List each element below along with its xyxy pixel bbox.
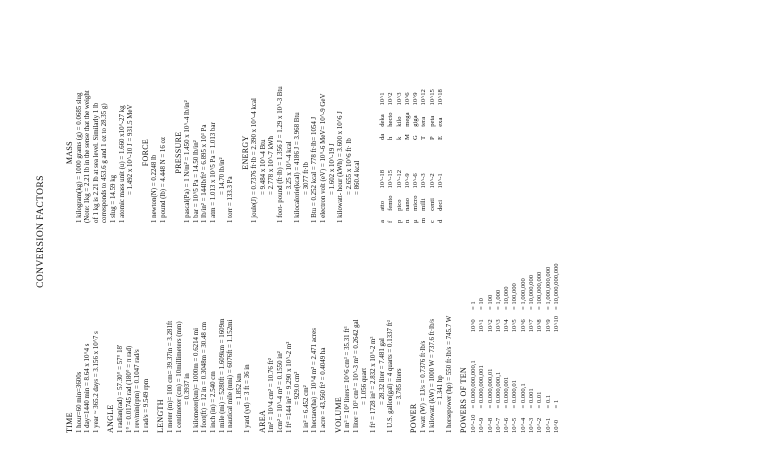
conversion-line: = 2.655 x 10^6 ft· lb — [345, 138, 353, 195]
conversion-line: 1 joule(J) = 0.7376 ft·lb = 2.390 x 10^-4 kcal — [251, 98, 259, 223]
prefix-name: peta — [428, 115, 436, 127]
power-exponent: 10^-7 — [494, 417, 502, 433]
prefix-symbol: M — [403, 134, 411, 140]
prefix-factor: 10^-3 — [420, 173, 428, 189]
prefix-symbol: μ — [412, 219, 420, 223]
table-row — [503, 257, 511, 433]
table-row — [528, 257, 536, 433]
table-row — [553, 257, 561, 433]
prefix-factor: 10^15 — [428, 89, 436, 106]
power-value: = 0.000,1 — [519, 383, 527, 409]
power-value: = 100 — [486, 294, 494, 310]
section-heading-power: POWER — [409, 403, 419, 433]
prefix-factor: 10^-9 — [403, 173, 411, 189]
conversion-line: 1 rev/min(rpm) = 0.1047 rad/s — [134, 349, 142, 433]
conversion-line: 1 kilometer(km)= 1000m = 0.6214 mi — [192, 328, 200, 433]
conversion-line: 1 inch (in) = 2.540 cm — [209, 371, 217, 433]
prefix-name: hecto — [387, 112, 395, 127]
power-value: = 1 — [469, 301, 477, 310]
power-exponent: 10^3 — [494, 319, 502, 333]
conversion-line: = 28.32 liter = 7.481 gal — [378, 338, 386, 405]
section-heading-length: LENGTH — [156, 399, 166, 433]
power-exponent: 10^-9 — [478, 417, 486, 433]
conversion-line: 1 atm = 1.013 x 10^5 Pa = 1.013 bar — [209, 122, 217, 223]
power-exponent: 10^-8 — [486, 417, 494, 433]
prefix-symbol: T — [420, 135, 428, 140]
table-row — [520, 257, 528, 433]
power-exponent: 10^-6 — [503, 417, 511, 433]
prefix-name: deka — [379, 114, 386, 127]
prefix-factor: 10^6 — [403, 92, 411, 106]
prefix-symbol: n — [403, 219, 411, 223]
conversion-line: = 0.3937 in — [184, 373, 192, 405]
conversion-line: = 3.25 x 10^-4 kcal — [285, 141, 293, 195]
power-exponent: 10^5 — [511, 319, 519, 333]
prefix-symbol: f — [387, 220, 395, 223]
conversion-line: 1 in² = 6.452 cm² — [302, 385, 310, 433]
section-heading-volume: VOLUME — [333, 396, 343, 433]
spacer — [363, 82, 379, 223]
conversion-line: = 14.70 lb/in² — [218, 157, 226, 195]
power-value: = 0.1 — [544, 394, 552, 409]
prefix-symbol: P — [428, 136, 436, 140]
prefix-name: femto — [387, 195, 395, 211]
prefix-factor: 10^12 — [420, 89, 428, 106]
prefix-name: micro — [412, 195, 420, 211]
prefix-factor: 10^3 — [395, 92, 403, 106]
section-heading-area: AREA — [257, 410, 267, 433]
power-exponent: 10^-3 — [528, 417, 536, 433]
page-title: CONVERSION FACTORS — [36, 175, 46, 288]
prefix-name: centi — [428, 198, 436, 211]
conversion-line: 1 newton(N) = 0.2248 lb — [151, 154, 159, 223]
power-value: = 0.01 — [536, 391, 544, 409]
prefix-factor: 10^-15 — [387, 169, 395, 189]
conversion-line: = 2.778 x 10^-7 kWh — [268, 136, 276, 195]
power-exponent: 10^0 — [469, 319, 477, 333]
prefix-name: nano — [403, 198, 411, 211]
conversion-line: 1 bar = 10^5 Pa = 14.50 lb/in² — [192, 140, 200, 223]
conversion-line: 1 nautical mile (nmi) = 6076ft = 1.152mi — [227, 319, 235, 433]
conversion-line: 1 meter (m)= 100 cm= 39.37in = 3.281ft — [166, 320, 174, 433]
conversion-line: 1m² = 10^4 cm² = 10.76 ft² — [268, 358, 276, 433]
conversion-line: 1 slug = 14.59 kg — [109, 174, 117, 223]
power-exponent: 10^9 — [544, 319, 552, 333]
conversion-line: 1° = 0.01745 rad (180° = π rad) — [125, 345, 133, 433]
prefix-name: pico — [395, 199, 403, 211]
conversion-line: 1 ft³ = 1728 in³ = 2.832 x 10^-2 m³ — [370, 336, 377, 433]
prefix-name: tera — [420, 116, 428, 127]
table-row — [396, 82, 404, 223]
conversion-line: corresponds to 453.6 g and 1 oz to 28.35 g) — [101, 103, 109, 223]
power-exponent: 10^10 — [552, 315, 560, 333]
conversion-line: (Note: 1kg = 2.21 lb in the sense that the weight — [84, 90, 92, 223]
conversion-line: 1 U.S. gallon(gal) = 4 quarts = 0.1337 ft³ — [387, 320, 395, 433]
power-value: = 10,000,000,000 — [552, 263, 560, 310]
conversion-line: 1 hour=60 min=3600s — [75, 371, 83, 433]
power-value: = 1 — [552, 399, 560, 409]
prefix-symbol: m — [420, 217, 428, 223]
conversion-line: = 3.785 liters — [395, 368, 403, 405]
conversion-line: 1 pascal(Pa) = 1 N/m² = 1.450 x 10^-4 lb/in² — [184, 100, 192, 223]
conversion-line: = 1.852 km — [235, 373, 243, 405]
prefix-name: mega — [403, 112, 411, 127]
power-exponent: 10^-5 — [511, 417, 519, 433]
conversion-line: 1 pound (lb) = 4.448 N = 16 oz — [159, 136, 167, 223]
power-value: = 100,000,000 — [536, 271, 544, 310]
conversion-line: 1 mile (mi) = 5280ft = 1.609km = 1609m — [218, 318, 226, 433]
power-value: = 0.000,001 — [503, 376, 511, 409]
conversion-line: = 1.056 quart — [361, 368, 369, 405]
prefix-factor: 10^18 — [437, 89, 445, 106]
conversion-line: 1 radian(rad) = 57.30° = 57° 18' — [116, 344, 124, 433]
conversion-line: 1 acre = 43,560 ft² = 0.4049 ha — [320, 347, 328, 433]
conversion-line: 1 ft² =144 in² = 9.290 x 10^-2 m² — [285, 341, 293, 433]
power-value: = 0.001 — [528, 388, 536, 409]
power-value: = 1,000,000 — [519, 278, 527, 310]
conversion-line: 1 day=1440 min = 8.64 x 10^4 s — [84, 343, 92, 433]
power-exponent: 10^4 — [503, 319, 511, 333]
section-heading-angle: ANGLE — [106, 404, 116, 433]
power-value: = 100,000 — [511, 283, 519, 310]
power-value: = 0.000,000,1 — [494, 371, 502, 409]
power-exponent: 10^6 — [519, 319, 527, 333]
power-value: = 0.000,000,001 — [478, 365, 486, 409]
conversion-line: 1 rad/s = 9.549 rpm — [142, 378, 150, 433]
power-exponent: 10^-1 — [544, 417, 552, 433]
power-value: = 0.000,000,000,1 — [469, 360, 477, 409]
prefix-symbol: p — [395, 219, 403, 223]
conversion-line: 1 torr = 133.3 Pa — [227, 176, 235, 223]
power-value: = 10,000,000 — [528, 274, 536, 310]
table-row — [487, 257, 495, 433]
power-value: = 1,000,000,000 — [544, 266, 552, 310]
table-row — [387, 82, 395, 223]
prefix-factor: 10^9 — [412, 92, 420, 106]
table-row — [429, 82, 437, 223]
power-exponent: 10^0 — [552, 420, 560, 433]
conversion-line: 1 kilowatt- hour (kWh) = 3.600 x 10^6 J — [337, 111, 345, 223]
section-heading-mass: MASS — [65, 141, 74, 165]
conversion-line: 1 kilogram(kg) = 1000 grams (g) = 0.0685 slug — [75, 92, 83, 223]
conversion-line: 1cm² = 10^-4 m² = 0.1550 in² — [277, 351, 285, 433]
power-value: = 1,000 — [494, 289, 502, 310]
power-value: = 0.000,01 — [511, 380, 519, 409]
prefix-symbol: c — [428, 220, 436, 223]
left-column — [60, 257, 561, 433]
conversion-line: 1 m³ = 10³ liters= 10^6 cm³ = 35.31 ft³ — [344, 326, 352, 433]
prefix-symbol: da — [379, 133, 386, 140]
conversion-line: 1 foot(ft) = 12 in = 0.3048m = 30.48 cm — [201, 322, 209, 433]
powers-of-ten-table — [470, 257, 561, 433]
section-heading-force: FORCE — [140, 138, 150, 167]
conversion-line: = 860.4 kcal — [354, 160, 362, 195]
conversion-line: = 9.484 x 10^-4 Btu — [259, 139, 267, 195]
table-row — [511, 257, 519, 433]
conversion-line: = 929.0 cm² — [294, 371, 302, 405]
prefix-factor: 10^-2 — [428, 173, 436, 189]
power-value: = 10,000 — [503, 286, 511, 310]
prefix-symbol: h — [387, 136, 395, 140]
prefix-factor: 10^-1 — [437, 173, 445, 189]
conversion-line: 1 liter = 10³ cm³ = 10^-3 m³ = 0.2642 gal — [352, 319, 360, 433]
conversion-line: 1 kilowatt (kW) = 1000 W = 737.6 ft·lb/s — [428, 318, 436, 433]
table-row — [545, 257, 553, 433]
table-row — [379, 82, 387, 223]
prefix-factor: 10^-18 — [379, 169, 386, 189]
power-exponent: 10^8 — [536, 319, 544, 333]
section-heading-pressure: PRESSURE — [173, 131, 183, 174]
table-row — [478, 257, 486, 433]
conversion-line: 1 hectare(ha) = 10^4 m² = 2.471 acres — [311, 328, 319, 433]
power-exponent: 10^2 — [486, 319, 494, 333]
prefix-factor: 10^-12 — [395, 169, 403, 189]
table-row — [412, 82, 420, 223]
section-heading-time: TIME — [65, 412, 74, 433]
prefix-symbol: G — [412, 135, 420, 140]
conversion-line: 1 foot- pound (ft·lb) = 1.356 J = 1.29 x 10^-3 Btu — [277, 86, 285, 223]
conversion-line: 1 electron volt (eV) = 10^-6 MeV= 10^-9 GeV — [320, 93, 328, 223]
section-heading-powers-of-ten: POWERS OF TEN — [459, 367, 469, 433]
conversion-line: 1 year ~ 365.2 days = 3.156 x 10^7 s — [92, 331, 100, 433]
prefix-factor: 10^2 — [387, 92, 395, 106]
prefix-name: kilo — [395, 116, 403, 127]
conversion-line: 1 centimeter (cm) = 10millimeters (mm) — [175, 321, 183, 433]
prefix-symbol: k — [395, 136, 403, 140]
prefix-name: milli — [420, 198, 428, 211]
right-column — [60, 82, 445, 223]
table-row — [495, 257, 503, 433]
conversion-line: 1 kilocalorie(kcal) = 4186 J = 3.968 Btu — [294, 112, 302, 223]
prefix-symbol: d — [437, 219, 445, 223]
section-heading-energy: ENERGY — [240, 135, 250, 170]
prefix-factor: 10^1 — [379, 92, 386, 106]
conversion-line: of 1 kg is 2.21 lb at sea level. Similarly 1 lb — [92, 102, 100, 223]
power-exponent: 10^-2 — [536, 417, 544, 433]
table-row — [404, 82, 412, 223]
conversion-line: = 3077 ft·lb — [302, 162, 310, 195]
si-prefix-table — [379, 82, 445, 223]
conversion-line: 1 lb/in² = 144lb/ft² = 6.895 x 10³ Pa — [201, 124, 209, 223]
prefix-factor: 10^-6 — [412, 173, 420, 189]
table-row — [420, 82, 428, 223]
prefix-symbol: E — [437, 135, 445, 140]
table-row — [470, 257, 478, 433]
conversion-line: 1 horsepower (hp) = 550 ft·lb/s = 745.7 W — [445, 315, 453, 433]
conversion-line: 1 yard (yd) = 3 ft = 36 in — [244, 364, 252, 433]
power-exponent: 10^1 — [478, 319, 486, 333]
conversion-line: = 1.341 hp — [437, 375, 445, 405]
prefix-name: exa — [437, 117, 445, 127]
conversion-line: 1 Btu = 0.252 kcal = 778 ft·lb= 1054 J — [311, 116, 319, 223]
power-exponent: 10^-10 — [469, 414, 477, 433]
prefix-symbol: a — [379, 220, 386, 223]
conversion-line: 1 atomic mass unit (u) = 1.660 x10^-27 kg — [118, 105, 126, 223]
power-exponent: 10^-4 — [519, 417, 527, 433]
table-row — [437, 82, 445, 223]
conversion-line: = 1.602 x 10^-19 J — [328, 143, 336, 195]
prefix-name: deci — [437, 199, 445, 211]
conversion-line: 1 watt (W) = 1J/s = 0.7376 ft·lb/s — [419, 340, 427, 433]
prefix-name: atto — [379, 200, 386, 211]
prefix-name: giga — [412, 115, 420, 127]
power-value: = 10 — [478, 298, 486, 310]
table-row — [536, 257, 544, 433]
conversion-line: = 1.492 x 10^-10 J = 931.5 MeV — [127, 104, 135, 195]
power-exponent: 10^7 — [528, 319, 536, 333]
power-value: = 0.000,000,01 — [486, 368, 494, 409]
